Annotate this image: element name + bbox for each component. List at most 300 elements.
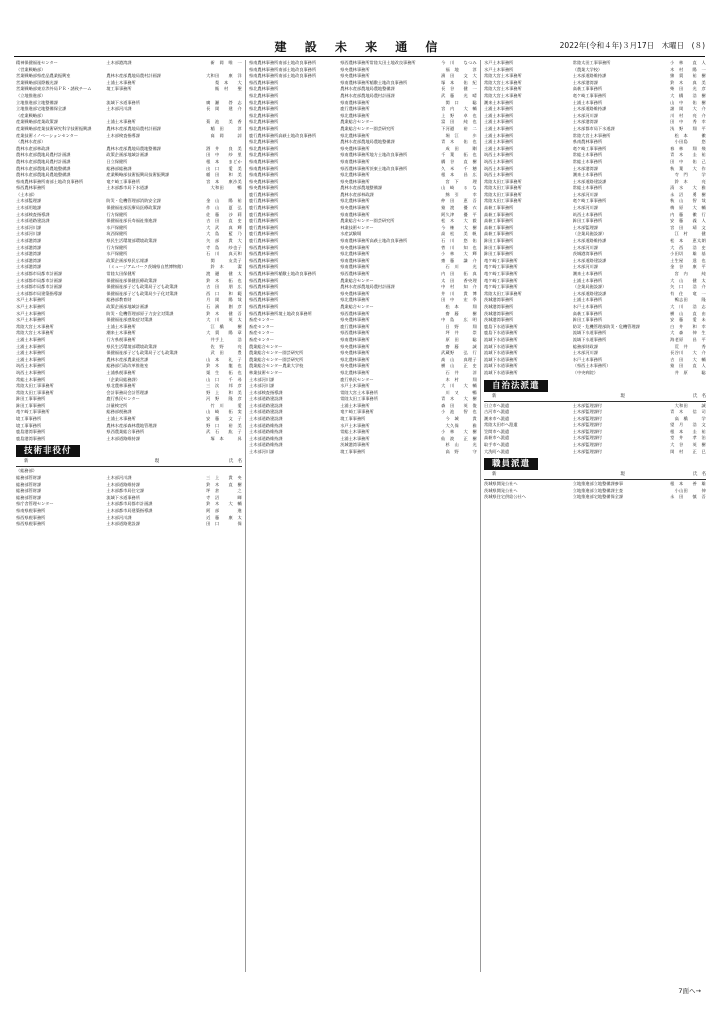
personnel-row xyxy=(249,409,477,416)
personnel-row xyxy=(249,231,477,238)
personnel-row xyxy=(484,324,706,331)
new-post: 農林水産部農地局農地整備課 xyxy=(16,165,71,171)
person-name: 下河邉 裕 二 xyxy=(441,125,477,131)
new-post: 筑西土木事務所 xyxy=(484,152,514,158)
personnel-row xyxy=(16,159,242,166)
personnel-row xyxy=(16,521,242,528)
personnel-row xyxy=(249,67,477,74)
new-post: 県西農林事務所 xyxy=(249,303,279,309)
person-name: 春 林 翔 飛 xyxy=(670,145,706,151)
person-name: 大和田 康 洋 xyxy=(206,73,242,79)
current-post: 筑西土木事務所 xyxy=(572,211,603,217)
person-name: 佐 野 亮 xyxy=(210,343,242,349)
person-name: 鈴 木 真 美 xyxy=(670,79,706,85)
person-name: 月 岡 陽 哉 xyxy=(206,297,242,303)
person-name: 鈴 木 健 吾 xyxy=(206,310,242,316)
new-post: 土木部河川課 xyxy=(16,231,42,237)
current-post: 県央農林事務所 xyxy=(340,66,370,72)
personnel-row xyxy=(249,205,477,212)
new-post: 常陸太田工事事務所 xyxy=(16,383,54,389)
current-post: 土浦土木事務所 xyxy=(106,416,136,422)
personnel-row xyxy=(249,449,477,456)
new-post: 竜ケ崎工事事務所 xyxy=(484,277,518,283)
person-name: 大久保 雅 xyxy=(445,422,477,428)
new-post: 竜ケ崎工事事務所 xyxy=(16,409,50,415)
personnel-row xyxy=(484,133,706,140)
person-name: 綿 貫 祐 樹 xyxy=(670,73,706,79)
personnel-row xyxy=(16,344,242,351)
personnel-row xyxy=(16,152,242,159)
personnel-row xyxy=(484,225,706,232)
new-post: 県北農林事務所 xyxy=(249,86,279,92)
new-post: 土木部検査指導課 xyxy=(16,211,50,217)
personnel-row xyxy=(484,205,706,212)
person-name: 小田島 悠 xyxy=(674,139,706,145)
current-post: 県南農林事務所 xyxy=(340,257,370,263)
current-post: 農業総合センター xyxy=(340,277,374,283)
new-post: 畜産センター xyxy=(249,323,274,329)
personnel-row xyxy=(249,86,477,93)
new-post: 土木部河川課 xyxy=(249,449,275,455)
current-post: （ミュージアムパーク茨城県自然博物館） xyxy=(106,264,186,270)
new-post: 竜ケ崎工事事務所 xyxy=(484,264,518,270)
person-name: 鈴 木 亮 xyxy=(674,178,706,184)
new-post: 県北農林事務所 xyxy=(249,99,279,105)
person-name: 石 川 真天和 xyxy=(206,251,242,257)
current-post: 土浦県税事務所 xyxy=(106,369,136,375)
current-post: 保健福祉部子ども政策局子ども政策課 xyxy=(106,350,178,356)
new-post: 常陸大宮土木事務所 xyxy=(484,92,522,98)
personnel-row xyxy=(249,172,477,179)
current-post: 土浦土木事務所 xyxy=(572,99,603,105)
personnel-row xyxy=(484,304,706,311)
column-header-label: 現 xyxy=(620,393,625,399)
person-name: 竹 川 愛 xyxy=(210,402,242,408)
new-post: 県央農林事務所 xyxy=(249,185,279,191)
current-post: 産業戦略部技術振興局技術振興課 xyxy=(106,172,170,178)
personnel-row xyxy=(484,416,706,423)
current-post: 農林水産部農地整備課 xyxy=(340,185,383,191)
new-post: 立地推進部宅地整備保全課 xyxy=(16,106,67,112)
new-post: 土木部道路維持課 xyxy=(249,422,283,428)
header-rule xyxy=(14,56,705,57)
new-post: 県西農林事務所 xyxy=(249,284,279,290)
person-name: 大和田 誠 xyxy=(674,402,706,408)
person-name: 田 口 保 xyxy=(206,521,242,527)
person-name: 仙 波 正 樹 xyxy=(441,435,477,441)
current-post: 流域下水道事務所 xyxy=(572,336,607,342)
current-post: 立地推進部宅地整備保全課 xyxy=(572,494,624,500)
current-post: 県南農林事務所高萩土地改良事務所 xyxy=(340,238,408,244)
person-name: 山 口 千 尋 xyxy=(206,376,242,382)
person-name: 小 林 直 人 xyxy=(670,60,706,65)
personnel-row xyxy=(484,100,706,107)
current-post: 土木部監理課 xyxy=(572,224,598,230)
personnel-row xyxy=(16,390,242,397)
new-post: 土木部道路建設課 xyxy=(16,218,50,224)
current-post: 農業総合センター園芸研究所 xyxy=(340,218,395,224)
personnel-row xyxy=(484,311,706,318)
new-post: 県南農林事務所南部土地改良事務所 xyxy=(249,66,317,72)
person-name: 鈴 木 拓 也 xyxy=(206,277,242,283)
new-post: 鉾田工事事務所 xyxy=(16,402,46,408)
current-post: 県央農林事務所 xyxy=(340,350,370,356)
column-header-label: 氏 名 xyxy=(692,472,706,478)
current-post: 鹿行農林事務所 xyxy=(340,106,370,112)
personnel-row xyxy=(16,383,242,390)
new-post: 鹿行農林事務所 xyxy=(249,191,279,197)
personnel-row xyxy=(249,146,477,153)
new-post: 県西農林事務所 xyxy=(249,264,279,270)
column-header-label: 氏 名 xyxy=(692,393,706,399)
person-name: 新 岡 唯 一 xyxy=(210,60,242,65)
section-banner: 職員派遣 xyxy=(484,458,538,470)
person-name: 清 水 大 雅 xyxy=(670,185,706,191)
personnel-row xyxy=(16,126,242,133)
current-post: 常陸太田工事事務所 xyxy=(572,60,611,65)
new-post: 県西農林事務所 xyxy=(249,277,279,283)
personnel-row xyxy=(249,152,477,159)
new-post: 潮来市へ派遣 xyxy=(484,415,510,421)
new-post: 県南農林事務所南部土地改良事務所 xyxy=(249,73,317,79)
new-post: 鉾田工事事務所 xyxy=(484,238,514,244)
person-name: 川 村 亮 介 xyxy=(670,112,706,118)
person-name: 小 林 大 輝 xyxy=(441,251,477,257)
personnel-row xyxy=(249,192,477,199)
current-post: 流域下水道事務所 xyxy=(106,99,140,105)
personnel-row xyxy=(16,238,242,245)
current-post: 県西農林事務所 xyxy=(340,330,370,336)
current-post: 土浦土木事務所 xyxy=(340,402,370,408)
person-name: 高 橋 学 xyxy=(674,415,706,421)
personnel-row xyxy=(16,133,242,140)
current-post: 農林水産部林政課 xyxy=(340,191,374,197)
person-name: 永 田 慎 吾 xyxy=(670,494,706,500)
person-name: 菅 川 知 也 xyxy=(441,244,477,250)
personnel-row xyxy=(16,403,242,410)
person-name: 横 山 正 史 xyxy=(441,363,477,369)
personnel-row xyxy=(249,436,477,443)
current-post: （中央病院） xyxy=(572,369,598,375)
person-name: 武 石 紘 子 xyxy=(206,429,242,435)
personnel-row xyxy=(16,218,242,225)
personnel-row xyxy=(16,231,242,238)
current-post: 土浦土木事務所 xyxy=(572,297,603,303)
new-post: 県南農林事務所 xyxy=(249,158,279,164)
personnel-row xyxy=(484,212,706,219)
current-post: 農林水産部農地局農村計画課 xyxy=(340,92,395,98)
person-name: 浅 野 翔 平 xyxy=(670,125,706,131)
current-post: 土木部港湾課 xyxy=(106,60,132,65)
person-name: 西 口 和 範 xyxy=(206,290,242,296)
person-name: 白 井 和 幸 xyxy=(670,323,706,329)
new-post: 県西農林事務所 xyxy=(249,290,279,296)
new-post: 鹿行農林事務所 xyxy=(249,218,279,224)
current-post: 土木部監理課付 xyxy=(572,422,603,428)
personnel-row xyxy=(249,60,477,67)
new-post: 土木部監理課 xyxy=(16,198,42,204)
new-post: 総務部管財課 xyxy=(16,481,42,487)
personnel-row xyxy=(16,495,242,502)
new-post: 境工事事務所 xyxy=(16,416,42,422)
personnel-row xyxy=(16,515,242,522)
new-post: 県庁舎管理センター xyxy=(16,501,54,507)
person-name: 成 田 剛 xyxy=(445,145,477,151)
person-name: 松 本 翔 xyxy=(445,303,477,309)
column-header-label: 新 xyxy=(492,393,497,399)
personnel-row xyxy=(249,383,477,390)
new-post: 農業総合センター園芸研究所 xyxy=(249,350,304,356)
column-header-label: 現 xyxy=(620,472,625,478)
new-post: 竜ケ崎工事事務所 xyxy=(484,257,518,263)
personnel-row xyxy=(249,403,477,410)
person-name: 稲 田 淳 xyxy=(210,125,242,131)
person-name: 長谷川 大 介 xyxy=(670,350,706,356)
current-post: 県北農林事務所 xyxy=(340,172,370,178)
person-name: 高 野 守 xyxy=(445,449,477,455)
current-post: 潮来土木事務所 xyxy=(572,172,603,178)
new-post: 鉾田工事事務所 xyxy=(16,396,46,402)
personnel-row xyxy=(484,363,706,370)
current-post: 土木部河川課 xyxy=(572,112,598,118)
person-name: 秋 山 智 哉 xyxy=(670,198,706,204)
new-post: 茨城港湾事務所 xyxy=(484,303,514,309)
current-post: 土木部道路維持課 xyxy=(106,435,140,441)
new-post: 高萩工事事務所 xyxy=(484,224,514,230)
new-post: 筑西土木事務所 xyxy=(484,165,514,171)
new-post: 高萩工事事務所 xyxy=(484,205,514,211)
new-post: 大洗町へ派遣 xyxy=(484,448,510,454)
person-name: 出 口 愛 美 xyxy=(206,165,242,171)
personnel-row xyxy=(484,146,706,153)
personnel-row xyxy=(16,429,242,436)
personnel-row xyxy=(16,146,242,153)
person-name: 木 村 翔 xyxy=(445,376,477,382)
personnel-row xyxy=(249,284,477,291)
person-name: 菊 池 美 香 xyxy=(206,119,242,125)
current-post: 行方県税事務所 xyxy=(106,336,136,342)
personnel-row xyxy=(484,330,706,337)
personnel-row xyxy=(249,133,477,140)
personnel-row xyxy=(249,166,477,173)
current-post: 行方保健所 xyxy=(106,244,128,250)
new-post: 常陸太田工事事務所 xyxy=(484,290,522,296)
current-post: 県南農林事務所 xyxy=(340,158,370,164)
person-name: 大 西 浩 史 xyxy=(670,244,706,250)
current-post: 鉾田工事事務所 xyxy=(572,317,603,323)
person-name: 福 地 淳 xyxy=(445,66,477,72)
person-name: 近 藤 康 太 xyxy=(206,514,242,520)
current-post: 立地推進部立地整備課主査 xyxy=(572,487,624,493)
current-post: 常陸大宮土木事務所 xyxy=(572,132,611,138)
current-post: 行方保健所 xyxy=(106,211,128,217)
new-post: 常陸大宮土木事務所 xyxy=(16,323,54,329)
person-name: 小田切 雄 基 xyxy=(670,251,706,257)
current-post: 農林水産部森林農地管理課 xyxy=(106,422,157,428)
new-post: 土木部港湾課 xyxy=(16,257,42,263)
personnel-row xyxy=(484,494,706,501)
current-post: 農業総合センター園芸研究所 xyxy=(340,125,395,131)
personnel-row xyxy=(484,429,706,436)
new-post: 流域下水道事務所 xyxy=(484,336,518,342)
current-post: 防災・危機管理部原子力安全対策課 xyxy=(106,310,174,316)
current-post: 保健福祉部感染症対策課 xyxy=(106,317,153,323)
current-post: 土木部河川課 xyxy=(106,514,132,520)
person-name: 田 中 秀 幸 xyxy=(670,119,706,125)
current-post: 常総土木事務所 xyxy=(572,185,603,191)
new-post: 土木部都市局都市計画課 xyxy=(16,277,63,283)
personnel-row xyxy=(484,119,706,126)
current-post: 水戸土木事務所 xyxy=(340,422,370,428)
new-post: 鹿島港湾事務所 xyxy=(16,429,46,435)
personnel-row xyxy=(484,152,706,159)
new-post: 県西県税事務所 xyxy=(16,521,46,527)
personnel-row xyxy=(249,73,477,80)
personnel-row xyxy=(16,482,242,489)
person-name: 山 中 佑 樹 xyxy=(670,99,706,105)
person-name: 松 本 恵太朗 xyxy=(670,238,706,244)
new-post: 鹿島下水道事務所 xyxy=(484,323,518,329)
column-1 xyxy=(16,60,242,528)
personnel-row xyxy=(16,198,242,205)
new-post: 営業戦略部国際観光課 xyxy=(16,79,58,85)
new-post: 産業技術イノベーションセンター xyxy=(16,132,79,138)
new-post: 農業総合センター農業大学校 xyxy=(249,363,304,369)
personnel-row xyxy=(484,403,706,410)
current-post: 県北農林事務所 xyxy=(340,112,370,118)
person-name: 小 林 大 樹 xyxy=(441,429,477,435)
new-post: 農林水産部農地局農地整備課 xyxy=(16,172,71,178)
person-name: 石 濱 創 彦 xyxy=(206,303,242,309)
personnel-row xyxy=(249,291,477,298)
personnel-row xyxy=(249,350,477,357)
personnel-row xyxy=(16,106,242,113)
person-name: 石 川 光 xyxy=(445,264,477,270)
personnel-row xyxy=(484,185,706,192)
current-post: 林業技術センター xyxy=(340,224,374,230)
new-post: 県南県税事務所 xyxy=(16,508,46,513)
person-name: 富 田 純 也 xyxy=(441,119,477,125)
current-post: 土木部都市局下水道課 xyxy=(106,185,149,191)
personnel-row xyxy=(249,139,477,146)
column-header xyxy=(484,394,706,402)
person-name: 土生屋 達 也 xyxy=(670,257,706,263)
person-name: 阿 部 進 xyxy=(206,508,242,513)
new-post: 土木部道路維持課 xyxy=(249,429,283,435)
new-post: 県西農林事務所 xyxy=(249,244,279,250)
person-name: 上 野 卓 也 xyxy=(441,112,477,118)
continue-note[interactable]: 7面へ→ xyxy=(678,987,701,995)
new-post: 総務部管財課 xyxy=(16,475,42,481)
personnel-row xyxy=(249,258,477,265)
person-name: 寺 島 紗也子 xyxy=(206,244,242,250)
person-name: 有 住 竜 一 xyxy=(670,290,706,296)
new-post: 水戸土木事務所 xyxy=(16,317,46,323)
person-name: 大 武 真 輝 xyxy=(206,224,242,230)
new-post: 筑西土木事務所 xyxy=(484,158,514,164)
current-post: 土浦土木事務所 xyxy=(106,119,136,125)
new-post: 取手市へ派遣 xyxy=(484,442,510,448)
new-post: 常陸太田工事事務所 xyxy=(484,185,522,191)
current-post: 県央農林事務所 xyxy=(340,145,370,151)
personnel-row xyxy=(249,179,477,186)
personnel-row xyxy=(249,416,477,423)
person-name: 寺 沼 暉 xyxy=(206,494,242,500)
person-name: 山 崎 拓 実 xyxy=(206,409,242,415)
person-name: 根 本 圭 祐 xyxy=(670,428,706,434)
person-name: 大 川 英 太 xyxy=(206,317,242,323)
column-header-label: 氏 名 xyxy=(228,459,242,465)
personnel-row xyxy=(249,100,477,107)
new-post: 県北農林事務所 xyxy=(249,139,279,145)
current-post: 常総土木事務所 xyxy=(340,429,370,435)
person-name: 金 山 陽 祐 xyxy=(206,198,242,204)
person-name: 鈴 木 潔 xyxy=(210,264,242,270)
person-name: 綿 引 幸 xyxy=(445,191,477,197)
person-name: 橋 谷 直 樹 xyxy=(441,158,477,164)
current-post: 土浦土木事務所 xyxy=(340,435,370,441)
personnel-row xyxy=(249,396,477,403)
person-name: 宮 内 大 輔 xyxy=(441,106,477,112)
person-name: 小 池 智 也 xyxy=(441,409,477,415)
personnel-row xyxy=(16,409,242,416)
current-post: 県南農林事務所 xyxy=(572,139,603,145)
new-post: 高萩工事事務所 xyxy=(484,218,514,224)
current-post: 県央農林事務所 xyxy=(340,290,370,296)
person-name: 宮 内 純 xyxy=(674,271,706,276)
person-name: 大 島 藍 乃 xyxy=(206,231,242,237)
personnel-row xyxy=(249,297,477,304)
personnel-row xyxy=(484,106,706,113)
person-name: 今 川 なつみ xyxy=(441,60,477,65)
new-post: 流域下水道事務所 xyxy=(484,356,518,362)
new-post: 潮来土木事務所 xyxy=(484,99,514,105)
new-post: 農林水産部林政課 xyxy=(16,145,50,151)
personnel-row xyxy=(484,198,706,205)
current-post: 土木部港湾課 xyxy=(572,165,598,171)
page-header xyxy=(14,38,705,54)
person-name: 根 本 善 雄 xyxy=(670,481,706,487)
personnel-row xyxy=(484,166,706,173)
section-label: （営業戦略部） xyxy=(16,66,46,72)
person-name: 三 次 邦 彦 xyxy=(206,383,242,389)
current-post: 常総土木事務所 xyxy=(572,152,603,158)
personnel-row xyxy=(249,377,477,384)
personnel-row xyxy=(484,192,706,199)
person-name: 齋 藤 謙 介 xyxy=(441,257,477,263)
person-name: 永 沼 勇 樹 xyxy=(670,191,706,197)
current-post: 県南農林事務所 xyxy=(340,211,370,217)
new-post: 土浦土木事務所 xyxy=(484,112,514,118)
person-name: 井 原 聡 xyxy=(674,369,706,375)
current-post: 鉾田工事事務所 xyxy=(572,218,603,224)
person-name: 阿久津 優 平 xyxy=(441,211,477,217)
personnel-row xyxy=(249,324,477,331)
current-post: 県央農林事務所 xyxy=(340,205,370,211)
personnel-row xyxy=(16,311,242,318)
current-post: 総務部総務課 xyxy=(106,165,132,171)
person-name: 矢 口 浩 介 xyxy=(670,284,706,290)
new-post: 土浦土木事務所 xyxy=(484,125,514,131)
new-post: 水戸土木事務所 xyxy=(16,310,46,316)
new-post: 流域下水道事務所 xyxy=(484,350,518,356)
current-post: 鹿行県民センター xyxy=(340,376,374,382)
current-post: 潮来土木事務所 xyxy=(572,271,603,276)
current-post: 保健福祉部長寿福祉推進課 xyxy=(106,218,157,224)
current-post: 県央農林事務所 xyxy=(340,363,370,369)
new-post: 産業戦略部産業政策課 xyxy=(16,119,58,125)
person-name: 石 井 涼 xyxy=(445,369,477,375)
